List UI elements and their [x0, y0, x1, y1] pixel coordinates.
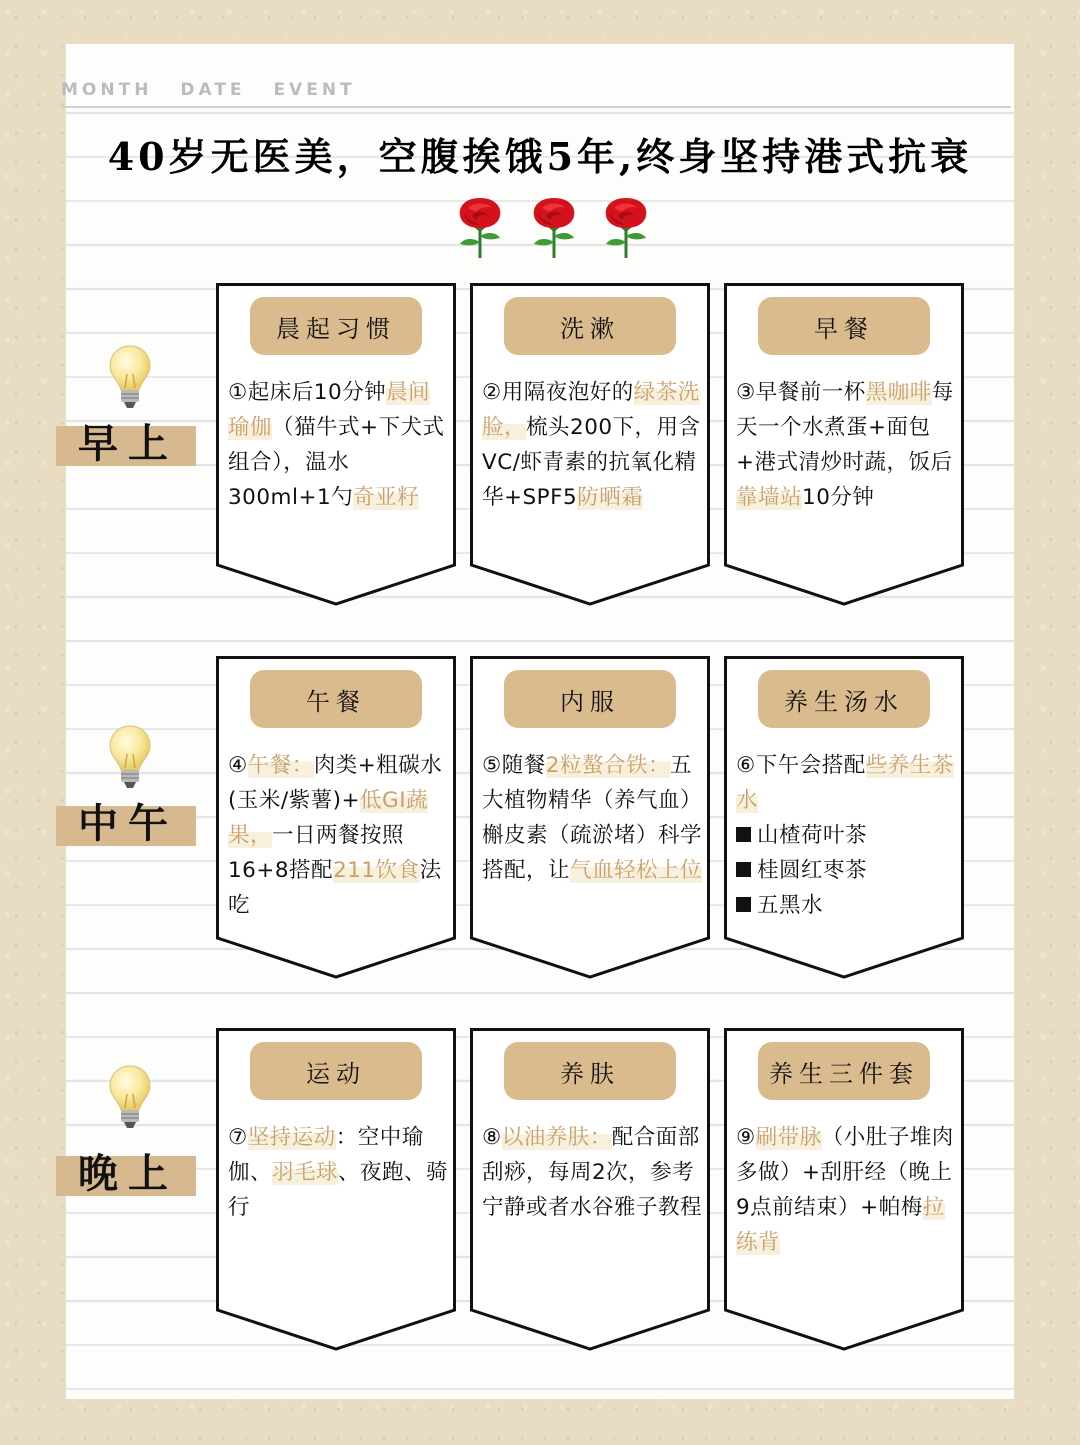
body-text: ①起床后10分钟: [228, 380, 387, 405]
card-title: 洗漱: [504, 297, 676, 355]
bullet-item: [736, 818, 960, 853]
card-title: 养生汤水: [758, 670, 930, 728]
card-herbal-tea: [724, 656, 964, 980]
card-body: [736, 748, 960, 923]
notebook-header: [61, 80, 1011, 108]
highlighted-text: 拉练背: [736, 1195, 945, 1255]
bullet-item: [736, 853, 960, 888]
period-label: 晚上: [78, 1150, 178, 1197]
card-skincare: [470, 1028, 710, 1352]
highlighted-text: 绿茶洗脸，: [482, 380, 700, 440]
highlighted-text: 黑咖啡: [865, 380, 932, 405]
light-bulb-icon: [108, 724, 152, 790]
body-text: ⑨: [736, 1125, 756, 1150]
body-text: ：空中瑜伽、: [228, 1125, 424, 1185]
card-title: 运动: [250, 1042, 422, 1100]
highlighted-text: 气血轻松上位: [570, 858, 703, 883]
body-text: 、夜跑、骑行: [228, 1160, 449, 1220]
card-title: 养肤: [504, 1042, 676, 1100]
body-text: 梳头200下，用含VC/虾青素的抗氧化精华+SPF5: [482, 415, 701, 510]
body-text: ②用隔夜泡好的: [482, 380, 634, 405]
bullet-text: 五黑水: [757, 893, 824, 918]
square-bullet-icon: [736, 827, 751, 842]
card-body: [228, 1120, 452, 1225]
body-text: ⑤随餐: [482, 753, 546, 778]
body-text: 一日两餐按照16+8搭配: [228, 823, 405, 883]
square-bullet-icon: [736, 897, 751, 912]
period-noon: [56, 724, 196, 864]
body-text: ③早餐前一杯: [736, 380, 866, 405]
light-bulb-icon: [108, 1064, 152, 1130]
card-title: 内服: [504, 670, 676, 728]
card-body: [736, 1120, 960, 1260]
card-wellness-trio: [724, 1028, 964, 1352]
card-body: [228, 375, 452, 515]
highlighted-text: 些养生茶水: [736, 753, 954, 813]
bullet-text: 桂圆红枣茶: [757, 858, 868, 883]
highlighted-text: 2粒螯合铁：: [545, 753, 670, 778]
card-body: [736, 375, 960, 515]
card-title: 早餐: [758, 297, 930, 355]
body-text: ⑦: [228, 1125, 248, 1150]
card-body: [228, 748, 452, 923]
bullet-text: 山楂荷叶茶: [757, 823, 868, 848]
highlighted-text: 晨间瑜伽: [228, 380, 431, 440]
highlighted-text: 以油养肤：: [501, 1125, 612, 1150]
highlighted-text: 211饮食: [333, 858, 420, 883]
square-bullet-icon: [736, 862, 751, 877]
card-washing: [470, 283, 710, 607]
body-text: 五大植物精华（养气血）槲皮素（疏淤堵）科学搭配，让: [482, 753, 703, 883]
card-supplement: [470, 656, 710, 980]
highlighted-text: 防晒霜: [577, 485, 644, 510]
card-lunch: [216, 656, 456, 980]
period-evening: [56, 1064, 196, 1204]
body-text: 10分钟: [802, 485, 875, 510]
card-body: [482, 1120, 706, 1225]
roses-decoration: [450, 194, 660, 260]
period-morning: [56, 344, 196, 484]
card-exercise: [216, 1028, 456, 1352]
body-text: ⑧: [482, 1125, 502, 1150]
rose-icon: [596, 194, 656, 260]
period-label: 中午: [78, 800, 178, 847]
highlighted-text: 奇亚籽: [353, 485, 420, 510]
highlighted-text: 午餐：: [247, 753, 314, 778]
rose-icon: [450, 194, 510, 260]
header-date: DATE: [180, 80, 246, 100]
body-text: （小肚子堆肉多做）+刮肝经（晚上9点前结束）+帕梅: [736, 1125, 954, 1220]
rose-icon: [524, 194, 584, 260]
highlighted-text: 低GI蔬果，: [228, 788, 429, 848]
body-text: 每天一个水煮蛋+面包+港式清炒时蔬，饭后: [736, 380, 954, 475]
card-title: 晨起习惯: [250, 297, 422, 355]
card-body: [482, 748, 706, 888]
body-text: （猫牛式+下犬式组合），温水300ml+1勺: [228, 415, 445, 510]
page-title: 40岁无医美，空腹挨饿5年,终身坚持港式抗衰: [107, 134, 973, 179]
highlighted-text: 坚持运动: [247, 1125, 336, 1150]
header-month: MONTH: [61, 80, 153, 100]
body-text: 法吃: [228, 858, 442, 918]
header-event: EVENT: [273, 80, 356, 100]
period-label: 早上: [78, 420, 178, 467]
card-title: 养生三件套: [758, 1042, 930, 1100]
highlighted-text: 靠墙站: [736, 485, 803, 510]
light-bulb-icon: [108, 344, 152, 410]
bullet-item: [736, 888, 960, 923]
card-morning-habit: [216, 283, 456, 607]
body-text: ④: [228, 753, 248, 778]
highlighted-text: 羽毛球: [272, 1160, 339, 1185]
card-body: [482, 375, 706, 515]
body-text: 肉类+粗碳水(玉米/紫薯)+: [228, 753, 443, 813]
card-title: 午餐: [250, 670, 422, 728]
highlighted-text: 刷带脉: [755, 1125, 822, 1150]
body-text: 配合面部刮痧，每周2次，参考宁静或者水谷雅子教程: [482, 1125, 703, 1220]
card-breakfast: [724, 283, 964, 607]
body-text: ⑥下午会搭配: [736, 753, 866, 778]
